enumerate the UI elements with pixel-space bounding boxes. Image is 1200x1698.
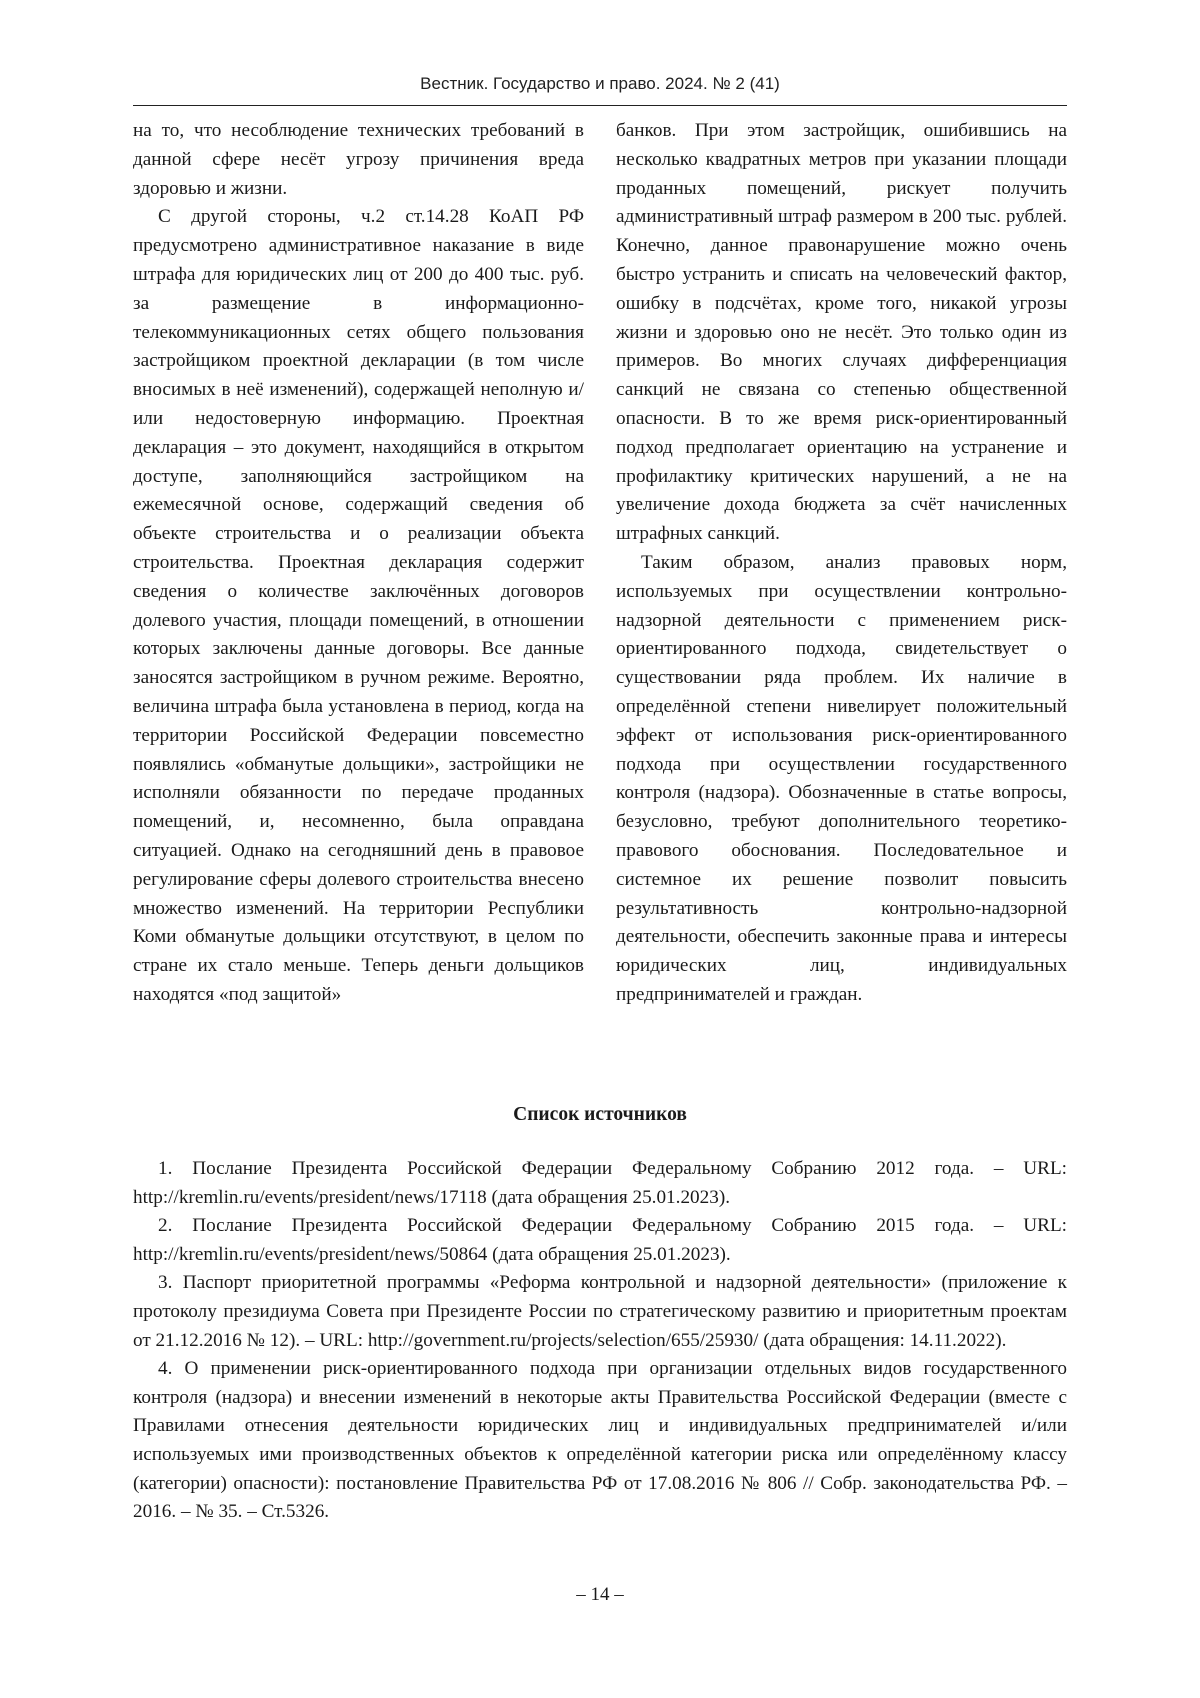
left-column [133,117,584,1010]
page-number: – 14 – [576,1584,624,1605]
article-body [133,117,1067,1010]
paragraph: Таким образом, анализ правовых норм, используемых при осуществлении контрольно-надзорной деятельности с применением риск-ориентированного подхода, свидетельствует о существовании ряда проблем. Их наличие в определённой степени нивелирует положительный эффект от использования риск-ориентированного подхода при осуществлении государственного контроля (надзора). Обозначенные в статье вопросы, безусловно, требуют дополнительного теоретико-правового обоснования. Последовательное и системное их решение позволит повысить результативность контрольно-надзорной деятельности, обеспечить законные права и интересы юридических лиц, индивидуальных предпринимателей и граждан. [616,551,1067,1005]
running-header: Вестник. Государство и право. 2024. № 2 (41) [420,74,780,93]
reference-item: 4. О применении риск-ориентированного подхода при организации отдельных видов государственного контроля (надзора) и внесении изменений в некоторые акты Правительства Российской Федерации (вместе с Правилами отнесения деятельности юридических лиц и индивидуальных предпринимателей и/или используемых ими производственных объектов к определённой категории риска или определённому классу (категории) опасности): постановление Правительства РФ от 17.08.2016 № 806 // Собр. законодательства РФ. – 2016. – № 35. – Ст.5326. [133,1358,1067,1523]
reference-item: 1. Послание Президента Российской Федерации Федеральному Собранию 2012 года. – URL: http://kremlin.ru/events/president/news/17118 (дата обращения 25.01.2023). [133,1158,1067,1208]
paragraph: С другой стороны, ч.2 ст.14.28 КоАП РФ предусмотрено административное наказание в виде штрафа для юридических лиц от 200 до 400 тыс. руб. за размещение в информационно-телекоммуникационных сетях общего пользования застройщиком проектной декларации (в том числе вносимых в неё изменений), содержащей неполную и/или недостоверную информацию. Проектная декларация – это документ, находящийся в открытом доступе, заполняющийся застройщиком на ежемесячной основе, содержащий сведения об объекте строительства и о реализации объекта строительства. Проектная декларация содержит сведения о количестве заключённых договоров долевого участия, площади помещений, в отношении которых заключены данные договоры. Все данные заносятся застройщиком в ручном режиме. Вероятно, величина штрафа была установлена в период, когда на территории Российской Федерации повсеместно появлялись «обманутые дольщики», застройщики не исполняли обязанности по передаче проданных помещений, и, несомненно, была оправдана ситуацией. Однако на сегодняшний день в правовое регулирование сферы долевого строительства внесено множество изменений. На территории Республики Коми обманутые дольщики отсутствуют, в целом по стране их стало меньше. Теперь деньги дольщиков находятся «под защитой» [133,206,584,1005]
references-list [133,1155,1067,1527]
references-heading: Список источников [513,1104,687,1125]
paragraph: банков. При этом застройщик, ошибившись на несколько квадратных метров при указании площади проданных помещений, рискует получить административный штраф размером в 200 тыс. рублей. Конечно, данное правонарушение можно очень быстро устранить и списать на человеческий фактор, ошибку в подсчётах, кроме того, никакой угрозы жизни и здоровью оно не несёт. Это только один из примеров. Во многих случаях дифференциация санкций не связана со степенью общественной опасности. В то же время риск-ориентированный подход предполагает ориентацию на устранение и профилактику критических нарушений, а не на увеличение дохода бюджета за счёт начисленных штрафных санкций. [616,120,1067,545]
header-divider [133,105,1067,106]
right-column [616,117,1067,1010]
reference-item: 3. Паспорт приоритетной программы «Реформа контрольной и надзорной деятельности» (приложение к протоколу президиума Совета при Президенте России по стратегическому развитию и приоритетным проектам от 21.12.2016 № 12). – URL: http://government.ru/projects/selection/655/25930/ (дата обращения: 14.11.2022). [133,1272,1067,1351]
paragraph: на то, что несоблюдение технических требований в данной сфере несёт угрозу причинения вреда здоровью и жизни. [133,120,584,199]
reference-item: 2. Послание Президента Российской Федерации Федеральному Собранию 2015 года. – URL: http://kremlin.ru/events/president/news/50864 (дата обращения 25.01.2023). [133,1215,1067,1265]
